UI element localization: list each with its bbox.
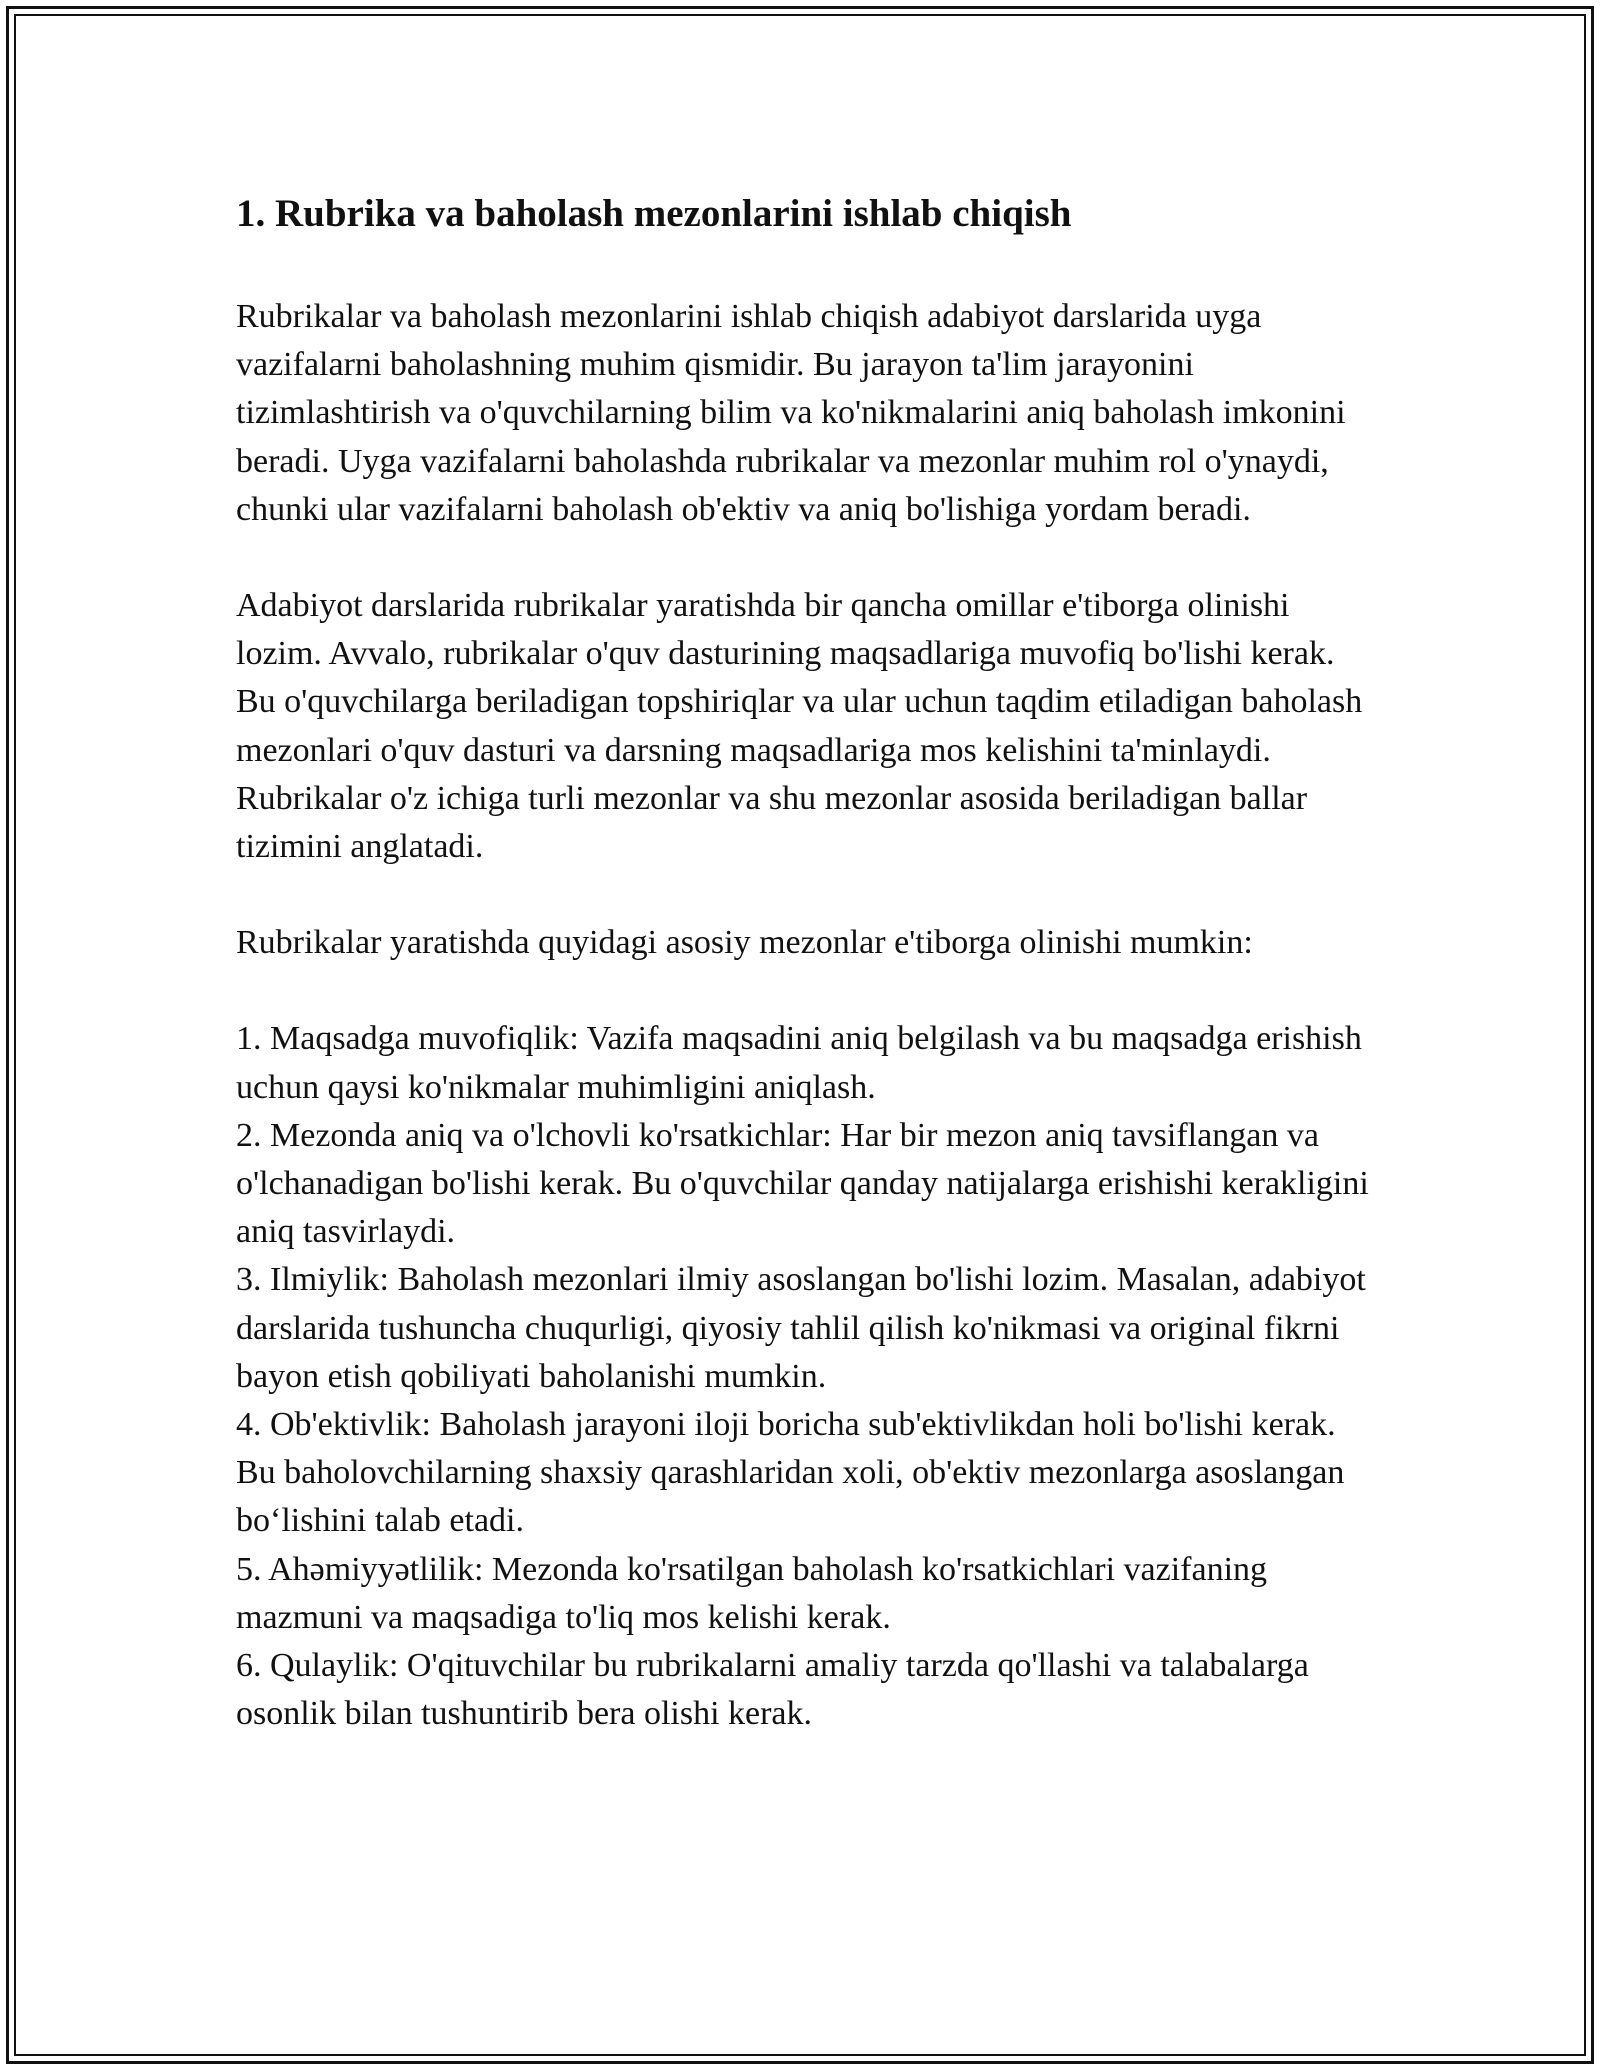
criteria-item: 4. Ob'ektivlik: Baholash jarayoni iloji boricha sub'ektivlikdan holi bo'lishi kerak. Bu baholovchilarning shaxsiy qarashlaridan xoli, ob'ektiv mezonlarga asoslangan boʻlishini talab etadi.	[236, 1406, 1345, 1540]
criteria-item: 1. Maqsadga muvofiqlik: Vazifa maqsadini aniq belgilash va bu maqsadga erishish uchun qaysi ko'nikmalar muhimligini aniqlash.	[236, 1020, 1362, 1106]
criteria-item: 3. Ilmiylik: Baholash mezonlari ilmiy asoslangan bo'lishi lozim. Masalan, adabiyot darslarida tushuncha chuqurligi, qiyosiy tahlil qilish ko'nikmasi va original fikrni bayon etish qobiliyati baholanishi mumkin.	[236, 1261, 1366, 1395]
paragraph-intro: Rubrikalar va baholash mezonlarini ishlab chiqish adabiyot darslarida uyga vazifalarni baholashning muhim qismidir. Bu jarayon ta'lim jarayonini tizimlashtirish va o'quvchilarning bilim va ko'nikmalarini aniq baholash imkonini beradi. Uyga vazifalarni baholashda rubrikalar va mezonlar muhim rol o'ynaydi, chunki ular vazifalarni baholash ob'ektiv va aniq bo'lishiga yordam beradi.	[236, 298, 1346, 528]
paragraph-factors: Adabiyot darslarida rubrikalar yaratishda bir qancha omillar e'tiborga olinishi lozim. Avvalo, rubrikalar o'quv dasturining maqsadlariga muvofiq bo'lishi kerak. Bu o'quvchilarga beriladigan topshiriqlar va ular uchun taqdim etiladigan baholash mezonlari o'quv dasturi va darsning maqsadlariga mos kelishini ta'minlaydi. Rubrikalar o'z ichiga turli mezonlar va shu mezonlar asosida beriladigan ballar tizimini anglatadi.	[236, 587, 1363, 866]
paragraph-criteria-lead: Rubrikalar yaratishda quyidagi asosiy mezonlar e'tiborga olinishi mumkin:	[236, 924, 1253, 962]
section-heading: 1. Rubrika va baholash mezonlarini ishlab chiqish	[236, 192, 1072, 235]
criteria-list	[236, 1015, 1376, 1738]
criteria-item: 6. Qulaylik: O'qituvchilar bu rubrikalarni amaliy tarzda qo'llashi va talabalarga osonlik bilan tushuntirib bera olishi kerak.	[236, 1647, 1309, 1733]
document-body	[236, 188, 1376, 1738]
criteria-item: 2. Mezonda aniq va o'lchovli ko'rsatkichlar: Har bir mezon aniq tavsiflangan va o'lchanadigan bo'lishi kerak. Bu o'quvchilar qanday natijalarga erishishi kerakligini aniq tasvirlaydi.	[236, 1116, 1369, 1251]
criteria-item: 5. Ahəmiyyətlilik: Mezonda ko'rsatilgan baholash ko'rsatkichlari vazifaning mazmuni va maqsadiga to'liq mos kelishi kerak.	[236, 1550, 1268, 1636]
